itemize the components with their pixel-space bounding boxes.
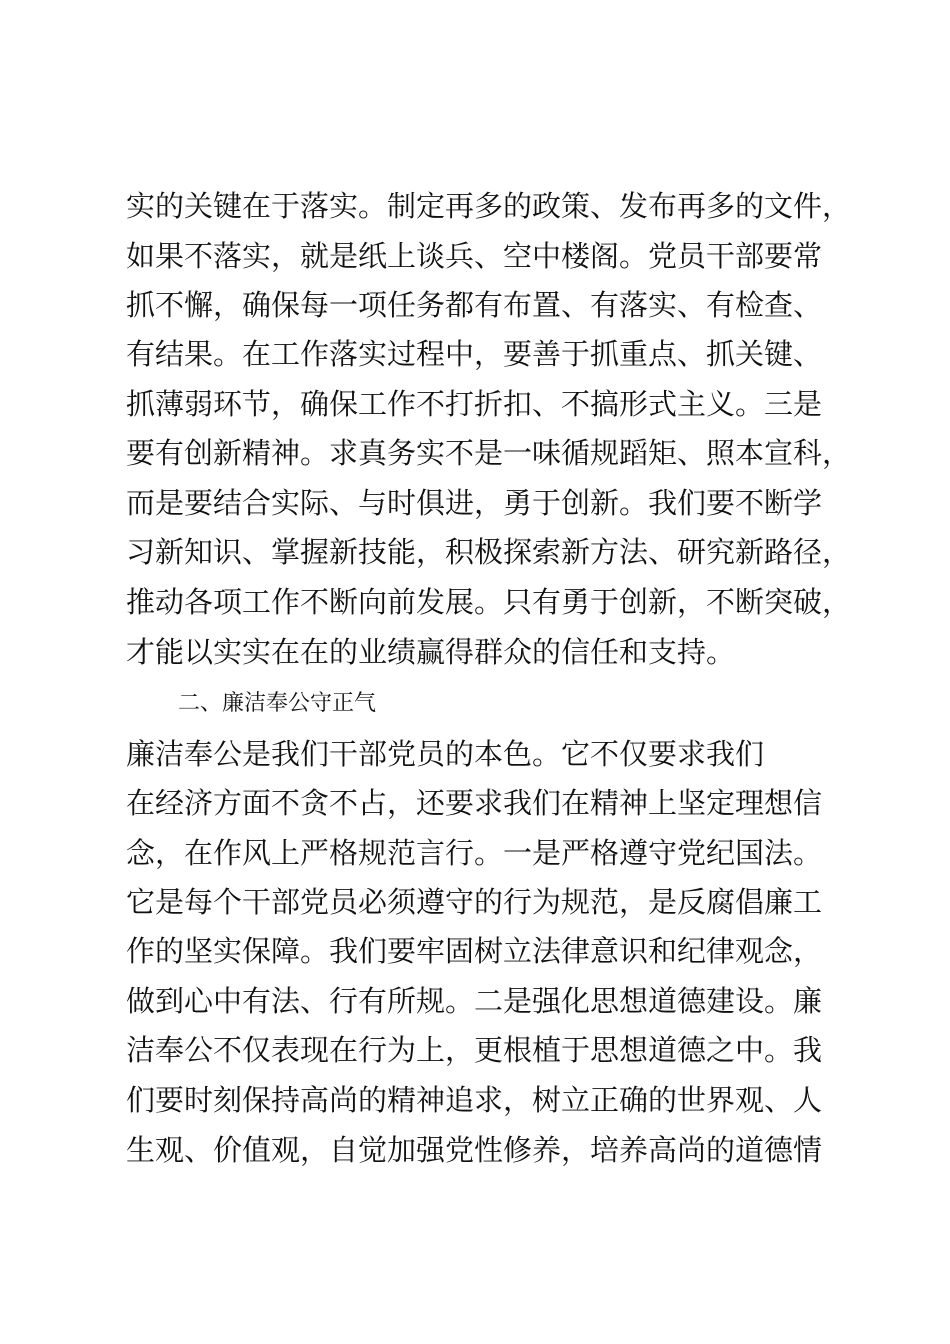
section-heading: 二、廉洁奉公守正气 — [178, 691, 377, 716]
paragraph-line: 抓薄弱环节，确保工作不打折扣、不搞形式主义。三是 — [126, 387, 823, 421]
paragraph-line: 实的关键在于落实。制定再多的政策、发布再多的文件， — [126, 189, 852, 223]
paragraph-line: 作的坚实保障。我们要牢固树立法律意识和纪律观念， — [126, 934, 823, 968]
paragraph-line: 而是要结合实际、与时俱进，勇于创新。我们要不断学 — [126, 486, 823, 520]
paragraph-line: 念，在作风上严格规范言行。一是严格遵守党纪国法。 — [126, 836, 823, 870]
paragraph-line: 做到心中有法、行有所规。二是强化思想道德建设。廉 — [126, 984, 823, 1018]
paragraph-line: 生观、价值观，自觉加强党性修养，培养高尚的道德情 — [126, 1133, 823, 1167]
paragraph-line: 们要时刻保持高尚的精神追求，树立正确的世界观、人 — [126, 1083, 823, 1117]
paragraph-line: 它是每个干部党员必须遵守的行为规范，是反腐倡廉工 — [126, 885, 823, 919]
paragraph-line: 抓不懈，确保每一项任务都有布置、有落实、有检查、 — [126, 288, 823, 322]
paragraph-line: 廉洁奉公是我们干部党员的本色。它不仅要求我们 — [126, 737, 765, 771]
paragraph-line: 洁奉公不仅表现在行为上，更根植于思想道德之中。我 — [126, 1033, 823, 1067]
paragraph-line: 有结果。在工作落实过程中，要善于抓重点、抓关键、 — [126, 337, 823, 371]
paragraph-line: 如果不落实，就是纸上谈兵、空中楼阁。党员干部要常 — [126, 239, 823, 273]
paragraph-line: 要有创新精神。求真务实不是一味循规蹈矩、照本宣科， — [126, 436, 852, 470]
paragraph-line: 在经济方面不贪不占，还要求我们在精神上坚定理想信 — [126, 786, 823, 820]
paragraph-line: 习新知识、掌握新技能，积极探索新方法、研究新路径， — [126, 535, 852, 569]
paragraph-line: 才能以实实在在的业绩赢得群众的信任和支持。 — [126, 635, 736, 669]
paragraph-line: 推动各项工作不断向前发展。只有勇于创新，不断突破， — [126, 585, 852, 619]
